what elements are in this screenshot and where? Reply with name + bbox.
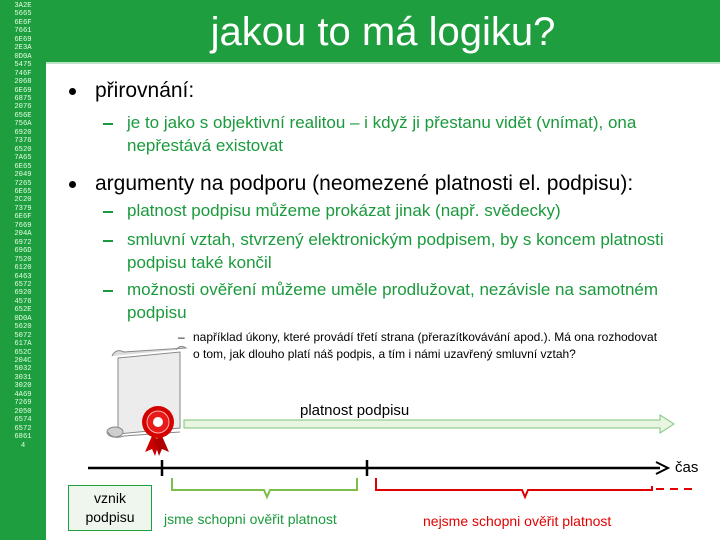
hex-code: 0D0A [14,314,32,323]
bullet-arguments: argumenty na podporu (neomezené platnosti el. podpisu): [95,172,634,195]
hex-code: 6E6F [14,213,32,222]
hex-code: 7269 [14,399,32,408]
hex-code: 2068 [14,78,32,87]
hex-code: 5665 [14,10,32,19]
sub-sub-dash: – [178,330,185,344]
hex-code: 617A [14,340,32,349]
hex-code: 656E [14,111,32,120]
hex-code: 0D0A [14,52,32,61]
hex-code: 3031 [14,373,32,382]
hex-code: 756A [14,120,32,129]
hex-code: 7669 [14,221,32,230]
third-party-note: například úkony, které provádí třetí strana (přerazítkovávání apod.). Má ona rozhodovat [193,330,658,344]
argument-contract: smluvní vztah, stvrzený elektronickým podpisem, by s koncem platnosti [127,230,664,249]
argument-extension: možnosti ověření můžeme uměle prodlužovat, nezávisle na samotném [127,280,659,299]
argument-contract-cont: podpisu také končil [127,253,272,272]
hex-code: 6572 [14,280,32,289]
hex-code: 6875 [14,94,32,103]
can-verify-label: jsme schopni ověřit platnost [164,511,337,527]
hex-code: 5072 [14,331,32,340]
hex-code: 3A2E [14,2,32,10]
hex-code: 204A [14,230,32,239]
hex-code: 6574 [14,416,32,425]
hex-code: 6E6F [14,18,32,27]
hex-code: 652C [14,348,32,357]
hex-code: 5032 [14,365,32,374]
hex-code: 5620 [14,323,32,332]
hex-code: 2049 [14,171,32,180]
argument-extension-cont: podpisu [127,303,187,322]
hex-code: 4A69 [14,390,32,399]
hex-code: 6463 [14,272,32,281]
hex-code: 2E3A [14,44,32,53]
hex-code: 2C20 [14,196,32,205]
origin-line1: vznik [94,490,126,506]
hex-code: 7661 [14,27,32,36]
hex-code: 2050 [14,407,32,416]
hex-code: 6861 [14,433,32,442]
cannot-verify-label: nejsme schopni ověřit platnost [423,513,612,529]
seal-rosette-icon [142,406,174,456]
hex-code: 4 [20,441,26,450]
validity-label: platnost podpisu [300,402,410,419]
hex-code: 6572 [14,424,32,433]
comparison-text-cont: nepřestává existovat [127,136,283,155]
hex-code: 6972 [14,238,32,247]
hex-code: 7265 [14,179,32,188]
validity-arrow [184,415,674,433]
hex-code: 696D [14,247,32,256]
origin-line2: podpisu [85,509,135,525]
argument-witness: platnost podpisu můžeme prokázat jinak (např. svědecky) [127,201,561,220]
hex-code: 652E [14,306,32,315]
hex-code: 7520 [14,255,32,264]
hex-code: 5475 [14,61,32,70]
hex-code: 6E69 [14,35,32,44]
hex-code: 3020 [14,382,32,391]
hex-code: 6E65 [14,187,32,196]
hex-code: 7379 [14,204,32,213]
hex-code: 746F [14,69,32,78]
hex-code: 6E65 [14,162,32,171]
hex-code: 6920 [14,128,32,137]
time-axis-label: čas [675,459,699,476]
hex-code: 6920 [14,289,32,298]
slide-title: jakou to má logiku? [210,10,556,54]
comparison-text: je to jako s objektivní realitou – i když ji přestanu vidět (vnímat), ona [127,113,637,132]
hex-code: 7376 [14,137,32,146]
hex-code: 6520 [14,145,32,154]
bullet-comparison: přirovnání: [95,79,195,102]
hex-code: 204C [14,357,32,366]
hex-code: 4576 [14,297,32,306]
hex-code: 7A65 [14,154,32,163]
signature-origin-box [68,485,152,531]
hex-code: 2076 [14,103,32,112]
hex-code: 6E69 [14,86,32,95]
hex-code: 6120 [14,264,32,273]
third-party-note-cont: o tom, jak dlouho platí náš podpis, a tím i námi uzavřený smluvní vztah? [193,347,576,361]
